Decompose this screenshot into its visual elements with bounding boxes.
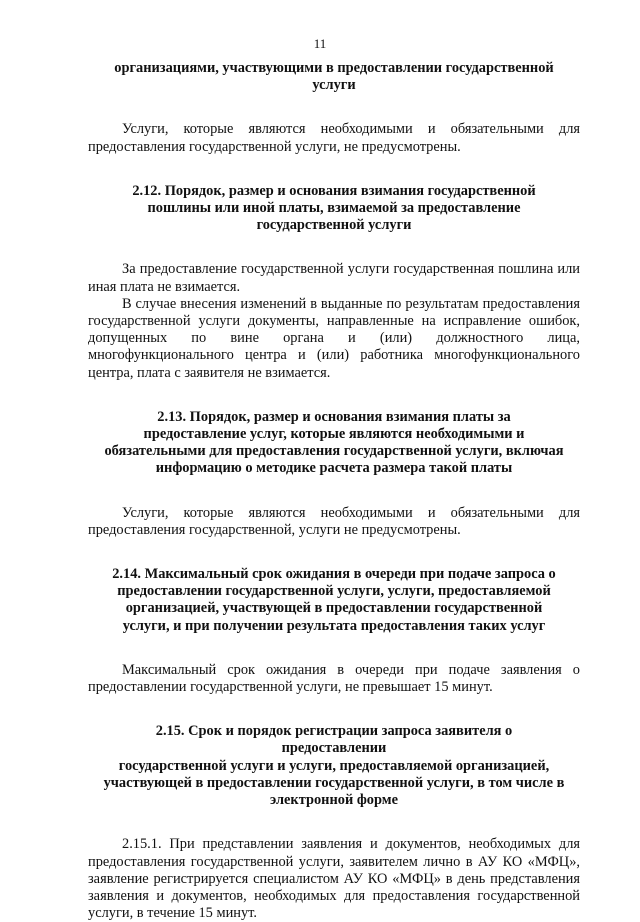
section-2-13-paragraph: Услуги, которые являются необходимыми и обязательными для предоставления государственной, услуги не предусмотрены. xyxy=(88,504,580,538)
heading-line: 2.14. Максимальный срок ожидания в очереди при подаче запроса о xyxy=(112,566,556,583)
heading-line: пошлины или иной платы, взимаемой за предоставление xyxy=(147,200,521,217)
section-2-15-paragraph: 2.15.1. При представлении заявления и документов, необходимых для предоставления государственной услуги, заявителем лично в АУ КО «МФЦ», заявление регистрируется специалистом АУ КО «МФЦ» в день представления заявления и документов, необходимых для предоставления государственной услуги, в течение 15 минут. xyxy=(88,836,580,922)
heading-line: государственной услуги и услуги, предоставляемой организацией, xyxy=(118,757,550,774)
section-2-15-heading xyxy=(88,723,580,809)
section-2-12-paragraph: За предоставление государственной услуги государственная пошлина или иная плата не взимается. xyxy=(88,261,580,295)
heading-line: услуги xyxy=(312,77,356,94)
heading-line: предоставление услуг, которые являются необходимыми и xyxy=(143,426,525,443)
heading-line: участвующей в предоставлении государственной услуги, в том числе в xyxy=(103,774,565,791)
heading-line: организацией, участвующей в предоставлении государственной xyxy=(125,600,543,617)
heading-line: государственной услуги xyxy=(256,217,412,234)
section-2-13-heading xyxy=(88,409,580,478)
heading-line: информацию о методике расчета размера такой платы xyxy=(155,460,513,477)
heading-line: 2.15. Срок и порядок регистрации запроса заявителя о xyxy=(155,723,513,740)
heading-line: услуги, и при получении результата предоставления таких услуг xyxy=(122,617,546,634)
section-2-12-paragraph: В случае внесения изменений в выданные по результатам предоставления государственной услуги документы, направленные на исправление ошибок, допущенных по вине органа и (или) должностного лица, многофункционального центра и (или) работника многофункционального центра, плата с заявителя не взимается. xyxy=(88,295,580,381)
heading-line: 2.13. Порядок, размер и основания взимания платы за xyxy=(157,408,511,425)
heading-line: предоставлении xyxy=(281,740,387,757)
section-2-11-paragraph: Услуги, которые являются необходимыми и обязательными для предоставления государственной услуги, не предусмотрены. xyxy=(88,121,580,155)
page-number: 11 xyxy=(313,36,327,51)
section-2-12-heading xyxy=(88,183,580,235)
heading-line: электронной форме xyxy=(270,792,398,809)
page-content xyxy=(88,60,580,922)
heading-line: предоставлении государственной услуги, услуги, предоставляемой xyxy=(117,583,551,600)
section-2-14-heading xyxy=(88,566,580,635)
heading-line: организациями, участвующими в предоставлении государственной xyxy=(114,60,554,76)
heading-line: 2.12. Порядок, размер и основания взимания государственной xyxy=(132,182,536,199)
section-2-14-paragraph: Максимальный срок ожидания в очереди при подаче заявления о предоставлении государственной услуги, не превышает 15 минут. xyxy=(88,661,580,696)
section-2-11-heading xyxy=(88,60,580,94)
heading-line: обязательными для предоставления государственной услуги, включая xyxy=(104,443,564,460)
